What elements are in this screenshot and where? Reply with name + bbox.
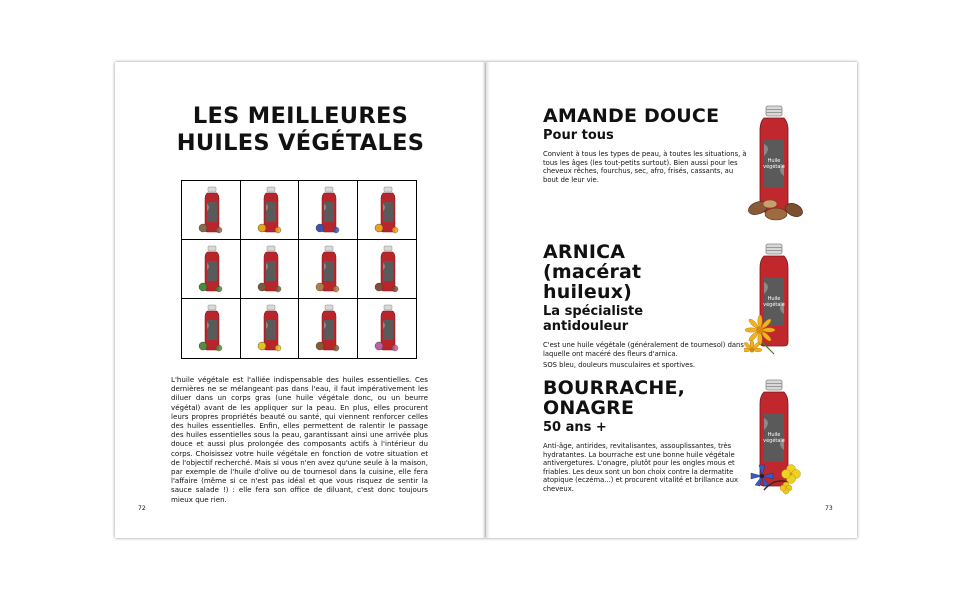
oil-section-amande [543, 105, 747, 187]
svg-text:végétale: végétale [763, 438, 785, 444]
borage-primrose-bottle-icon [744, 378, 806, 496]
coconut-bottle-icon [254, 245, 288, 295]
grid-cell [241, 181, 300, 240]
oil-name-line-1: ARNICA [543, 241, 626, 263]
oil-subtitle: 50 ans + [543, 420, 607, 435]
intro-paragraph: L'huile végétale est l'alliée indispensable des huiles essentielles. Ces dernières ne se mélangeant pas dans l'eau, il faut impérativement les diluer dans un corps gras (une huile végétale donc, ou un beurre végétal) avant de les appliquer sur la peau. En plus, elles procurent leurs propres propriétés beauté ou santé, qui viennent renforcer celles des huiles essentielles. Enfin, elles permettent de ralentir le passage des huiles essentielles sous la peau, garantissant ainsi une arrivée plus douce et aussi plus prolongée des composants actifs à l'intérieur du corps. Choisissez votre huile végétale en fonction de votre situation et de l'objectif recherché. Mais si vous n'en avez qu'une seule à la maison, par exemple de l'huile d'olive ou de tournesol dans la cuisine, elle fera l'affaire (même si ce n'est pas idéal et que vous risquez de sentir la sauce salade !) : elle fera son office de diluant, c'est donc toujours mieux que rien. [171, 375, 428, 504]
title-line-1: LES MEILLEURES [192, 103, 409, 129]
nut-bottle-icon [371, 245, 405, 295]
left-page [115, 62, 486, 538]
svg-text:végétale: végétale [763, 164, 785, 170]
svg-text:végétale: végétale [763, 302, 785, 308]
grid-cell [299, 240, 358, 299]
svg-text:Huile: Huile [767, 296, 781, 302]
oil-name-line-2: (macérat huileux) [543, 261, 642, 303]
grid-cell [182, 240, 241, 299]
grid-cell [241, 299, 300, 358]
book-spine [482, 62, 490, 538]
oil-grid [181, 180, 417, 359]
grid-cell [299, 299, 358, 358]
oil-section-bourrache [543, 377, 739, 497]
oil-description-2: SOS bleu, douleurs musculaires et sportives. [543, 361, 696, 370]
pink-flower-bottle-icon [371, 304, 405, 354]
hazelnut-bottle-icon [312, 304, 346, 354]
grid-cell [241, 240, 300, 299]
grid-cell [358, 240, 417, 299]
almond-bottle-icon [195, 186, 229, 236]
page-number-left: 72 [138, 505, 146, 512]
almond-bottle-icon [744, 104, 806, 222]
borage-bottle-icon [312, 186, 346, 236]
oil-description: Anti-âge, antirides, revitalisantes, assouplissantes, très hydratantes. La bourrache est une bonne huile végétale antivergetures. L'onagre, plutôt pour les ongles mous et friables. Les deux sont un bon choix contre la dermatite atopique (eczéma...) et procurent vitalité et brillance aux cheveux. [543, 442, 739, 493]
oil-subtitle: La spécialiste antidouleur [543, 304, 644, 334]
herb-bottle-icon [195, 304, 229, 354]
title-line-2: HUILES VÉGÉTALES [176, 130, 425, 156]
grid-cell [182, 181, 241, 240]
grid-cell [358, 181, 417, 240]
svg-text:Huile: Huile [767, 432, 781, 438]
flower-bottle-icon [254, 304, 288, 354]
oil-name: BOURRACHE, ONAGRE [543, 377, 686, 419]
oil-section-arnica [543, 241, 744, 373]
page-number-right: 73 [825, 505, 833, 512]
calendula-bottle-icon [371, 186, 405, 236]
open-book [115, 62, 857, 538]
oil-name: AMANDE DOUCE [543, 105, 720, 127]
arnica-bottle-icon [744, 242, 806, 360]
right-page [486, 62, 857, 538]
grid-cell [182, 299, 241, 358]
svg-text:Huile: Huile [767, 158, 781, 164]
grid-cell [358, 299, 417, 358]
leaf-bottle-icon [195, 245, 229, 295]
oil-description: Convient à tous les types de peau, à toutes les situations, à tous les âges (les tout-petits surtout). Bien aussi pour les cheveux rêches, fourchus, sec, afro, frisés, cassants, au bout de leur vie. [543, 150, 747, 184]
oil-description: C'est une huile végétale (généralement de tournesol) dans laquelle ont macéré des fleurs d'arnica. [543, 341, 744, 358]
wheat-bottle-icon [312, 245, 346, 295]
grid-cell [299, 181, 358, 240]
arnica-bottle-icon [254, 186, 288, 236]
page-title [115, 103, 486, 157]
oil-subtitle: Pour tous [543, 128, 614, 143]
